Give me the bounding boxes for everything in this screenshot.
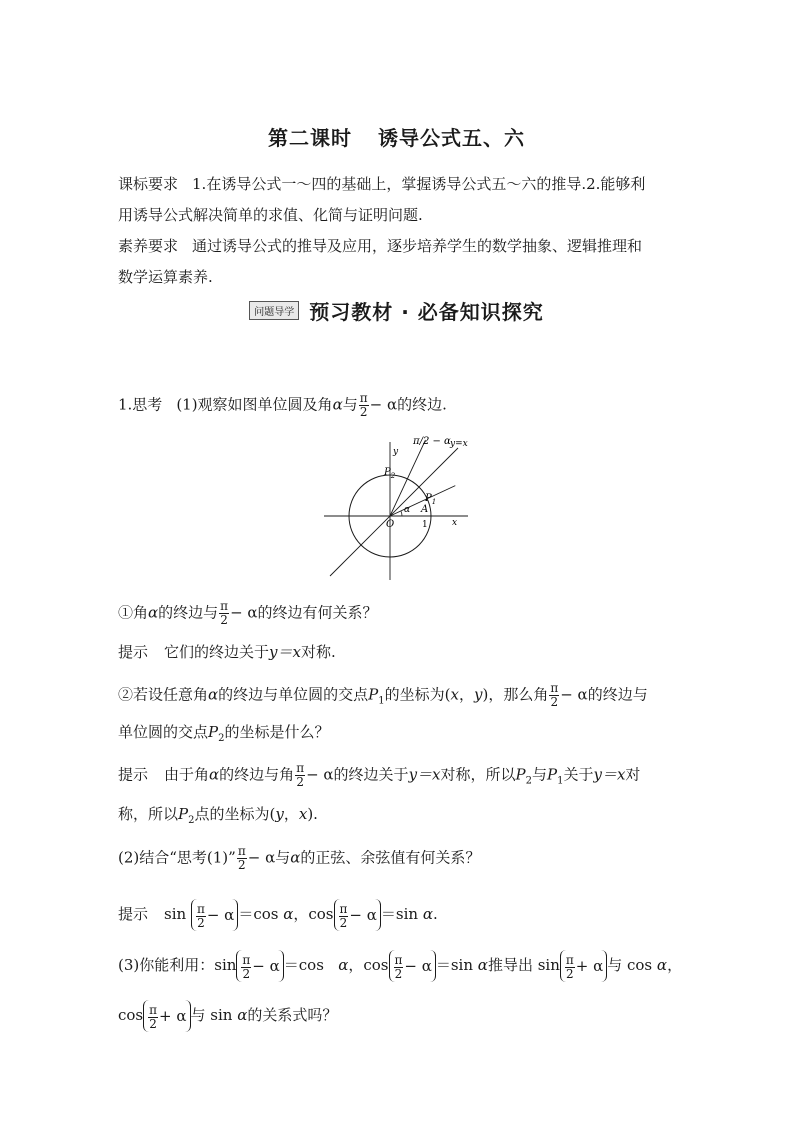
page-title [0,122,793,151]
question-3 [118,950,682,982]
hint-2 [118,762,640,792]
eq-cos: ＝cos [238,905,279,923]
hint-2-text-a: 由于角 [164,765,210,784]
minus-alpha: − α [230,603,258,622]
think-q1-mid: 与 [342,395,358,414]
q4-line2-b: 与 sin [190,1006,233,1024]
coord-y: y [473,685,483,704]
hint-2-line2-a: 称，所以 [118,805,179,823]
hint-2-text-g: 对 [625,765,641,784]
pi-over-two [339,903,349,930]
hint-1 [118,642,336,662]
section-badge: 问题导学 [249,301,299,320]
question-3-cont [118,1000,337,1032]
q4-line2-end: 的关系式吗？ [247,1006,338,1024]
q2-line2-end: 的坐标是什么？ [224,723,330,741]
pi-over-two [549,682,559,709]
alpha-symbol: α [290,848,301,867]
frac-den: 2 [339,915,348,930]
alpha-symbol: α [209,765,220,784]
alpha-symbol: α [208,685,219,704]
section-header [0,296,793,325]
label-P1-sub: 1 [431,498,437,506]
frac-den: 2 [237,858,246,872]
alpha-symbol: α [283,905,294,923]
period: . [432,905,438,923]
label-A: A [421,504,429,515]
pi-over-two [219,600,229,627]
eq-y-equals-x: y＝x [593,765,626,784]
pi-over-two [148,1004,158,1031]
alpha-symbol: α [237,1006,248,1024]
frac-num: π [237,844,246,858]
frac-num: π [359,391,368,405]
standard-requirement-label: 课标要求 [118,175,179,193]
alpha-symbol: α [422,905,433,923]
minus-alpha: − α [247,848,276,867]
pi-over-two [196,903,206,930]
frac-num: π [394,952,403,967]
eq-sin: ＝sin [380,905,419,923]
minus-alpha: − α [349,906,377,924]
frac-den: 2 [566,966,574,981]
hint-2-line2-b: 点的坐标为( [194,805,276,823]
label-O: O [386,519,395,530]
hint-1-text: 它们的终边关于 [164,643,270,661]
alpha-symbol: α [656,956,668,974]
point-P1-sub: 1 [557,775,564,787]
comma: ， [667,956,683,974]
hint-2-text-e: 与 [531,765,547,784]
question-circle-1 [118,600,378,627]
minus-alpha: − α [306,765,334,784]
frac-num: π [149,1002,158,1017]
q1-text-b: 的终边与 [158,603,219,622]
unit-circle-figure [318,432,478,582]
q4-text-a: (3)你能利用：sin [118,956,237,974]
q4-text-c: 与 cos [607,956,653,974]
alpha-symbol: α [148,603,159,622]
point-P2-sub: 2 [218,733,225,744]
hint-1-end: 对称. [300,643,336,661]
minus-alpha: − α [206,906,235,924]
q1-text-a: ①角 [118,603,149,622]
frac-num: π [242,952,251,967]
comma: ， [283,805,299,823]
point-P2: P [208,723,219,741]
point-P2: P [515,765,526,784]
paren-expr [191,899,238,931]
minus-alpha: − α [252,957,280,975]
eq-y-equals-x: y＝x [408,765,441,784]
literacy-requirement-text-cont: 数学运算素养. [118,268,213,286]
q2-text-e: 的终边与 [587,685,648,704]
frac-num: π [296,761,305,775]
hint-2-line2-end: ). [307,805,318,823]
label-y-equals-x: y=x [450,439,468,449]
standard-requirement-text-cont: 用诱导公式解决简单的求值、化简与证明问题. [118,206,423,224]
title-topic: 诱导公式五、六 [378,126,525,150]
literacy-requirement-label: 素养要求 [118,237,179,255]
eq-cos: ＝cos [283,956,324,974]
alpha-symbol: α [332,395,343,414]
think-q1-text: (1)观察如图单位圆及角 [176,395,333,414]
hint-label: 提示 [118,643,149,661]
pi-over-two [295,762,305,789]
paren-expr [334,899,381,931]
pi-over-two [565,954,575,981]
frac-den: 2 [296,775,304,789]
q4-text-b: 推导出 sin [487,956,560,974]
label-P1-letter: P [425,493,432,504]
literacy-requirement-text: 通过诱导公式的推导及应用，逐步培养学生的数学抽象、逻辑推理和 [192,237,643,255]
frac-num: π [196,901,205,916]
q2-text-c: 的坐标为( [384,685,451,704]
minus-alpha: − α [404,957,432,975]
paren-expr [560,950,607,982]
frac-den: 2 [242,966,251,981]
pi-over-two [237,845,247,872]
question-circle-2-cont [118,722,330,749]
eq-sin: ＝sin [435,956,474,974]
frac-num: π [550,681,559,695]
hint-2-text-b: 的终边与角 [219,765,295,784]
frac-den: 2 [550,695,559,709]
point-P2-sub: 2 [188,815,195,826]
pi-over-two [359,392,369,419]
q2-line2-text: 单位圆的交点 [118,723,209,741]
hint-2-text-f: 关于 [563,765,594,784]
point-P2-sub: 2 [525,775,532,787]
paren-expr [143,1000,190,1032]
section-title: 预习教材 · 必备知识探究 [309,300,544,324]
sep-cos: ，cos [348,956,389,974]
requirement-line-2 [118,205,423,225]
title-lesson: 第二课时 [268,126,352,150]
angle-arc [401,511,402,516]
frac-num: π [565,952,574,967]
paren-expr [236,950,283,982]
label-P2 [383,467,396,480]
frac-den: 2 [220,613,228,627]
think-question-1 [118,392,447,419]
point-P1: P [368,685,379,704]
frac-num: π [220,599,229,613]
coord-x: x [450,685,459,704]
minus-alpha: − α [369,395,398,414]
literacy-line-2 [118,267,213,287]
label-P2-sub: 2 [390,472,396,480]
sin-fn: sin [164,905,187,923]
literacy-line-1 [118,236,642,256]
frac-den: 2 [149,1016,157,1031]
frac-den: 2 [197,915,205,930]
hint-label: 提示 [118,765,149,784]
q2-text-b: 的终边与单位圆的交点 [218,685,369,704]
plus-alpha: + α [575,957,604,975]
minus-alpha: − α [560,685,588,704]
label-one: 1 [422,520,428,530]
label-alpha: α [404,505,411,515]
pi-over-two [241,954,251,981]
label-P2-letter: P [384,467,391,478]
hint-label: 提示 [118,905,149,923]
hint-3 [118,899,438,931]
requirement-line-1 [118,174,645,194]
coord-y: y [275,805,284,823]
q2-text-a: ②若设任意角 [118,685,209,704]
coord-x: x [298,805,308,823]
q3-text-b: 与 [275,848,291,867]
question-circle-2 [118,682,648,712]
hint-2-text-c: 的终边关于 [333,765,409,784]
paren-expr [389,950,436,982]
point-P2: P [178,805,189,823]
standard-requirement-text: 1.在诱导公式一～四的基础上，掌握诱导公式五～六的推导.2.能够利 [192,175,646,193]
alpha-symbol: α [477,956,488,974]
cos-fn: cos [118,1006,144,1024]
q3-text-c: 的正弦、余弦值有何关系？ [300,848,481,867]
sep-cos: ，cos [293,905,334,923]
point-P1-sub: 1 [378,695,385,707]
q3-text-a: (2)结合“思考(1)” [118,848,236,867]
frac-num: π [339,901,348,916]
think-q1-post: 的终边. [397,395,447,414]
label-x: x [452,518,458,528]
frac-den: 2 [359,405,368,419]
hint-2-text-d: 对称，所以 [440,765,516,784]
alpha-symbol: α [338,956,349,974]
pi-over-two [394,954,404,981]
eq-y-equals-x: y＝x [269,643,301,661]
label-y: y [393,447,399,457]
think-heading: 1.思考 [118,395,163,414]
hint-2-cont [118,804,318,831]
q1-text-c: 的终边有何关系？ [257,603,378,622]
point-P1: P [547,765,558,784]
label-pi-over-two-minus-alpha: π/2 − α [413,436,451,447]
question-2 [118,845,480,872]
comma: ， [458,685,474,704]
frac-den: 2 [394,966,403,981]
plus-alpha: + α [159,1007,187,1025]
q2-text-d: )，那么角 [482,685,549,704]
